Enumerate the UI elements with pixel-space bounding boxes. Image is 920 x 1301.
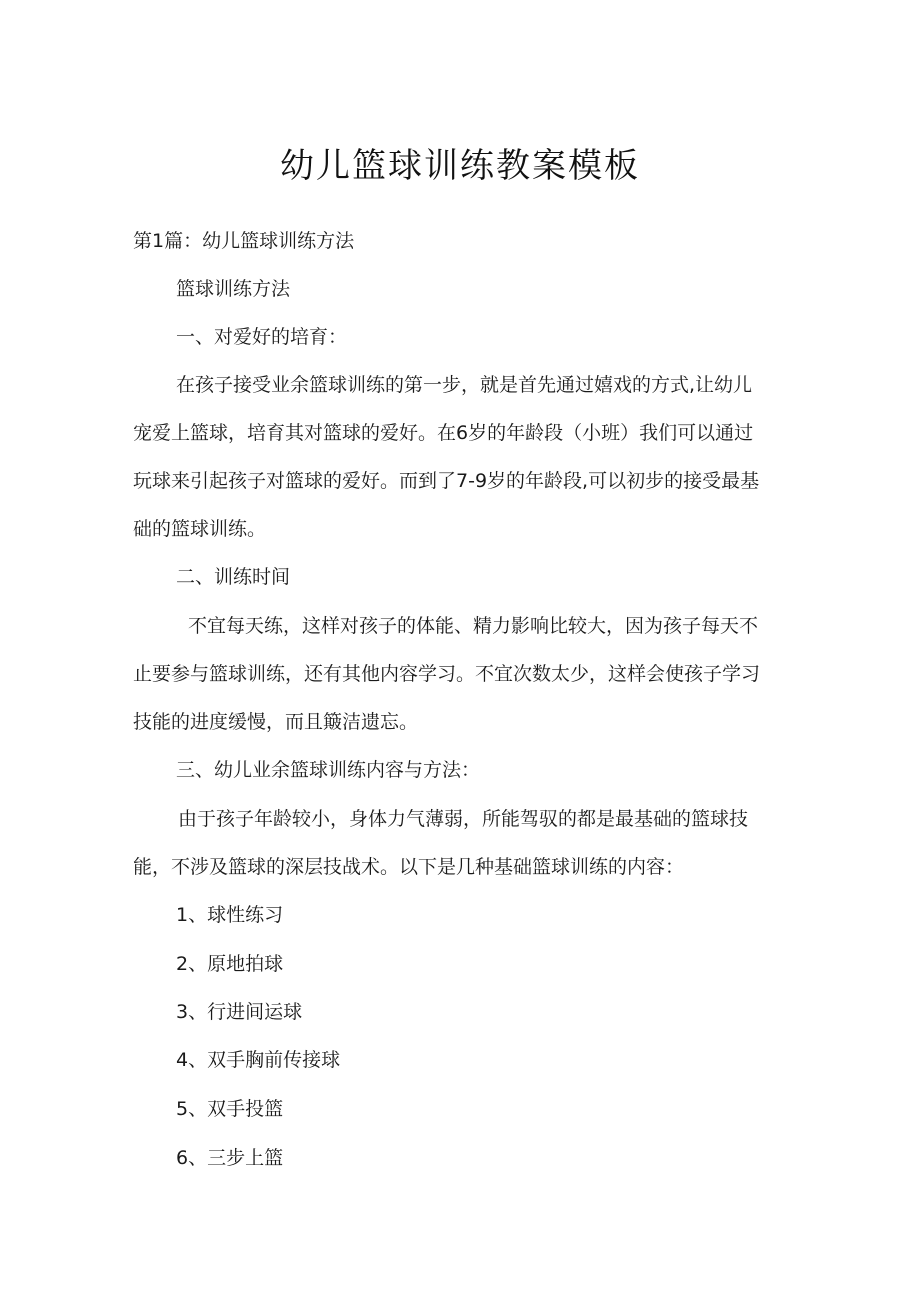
point1-paragraph [133, 361, 793, 553]
paragraph-line: 不宜每天练，这样对孩子的体能、精力影响比较大，因为孩子每天不 [188, 615, 759, 637]
point2-paragraph [133, 602, 793, 746]
list-item: 1、球性练习 [176, 904, 284, 926]
paragraph-line: 止要参与篮球训练，还有其他内容学习。不宜次数太少，这样会使孩子学习 [133, 663, 761, 685]
list-item: 5、双手投篮 [176, 1098, 284, 1120]
point1-heading: 一、对爱好的培育： [176, 326, 348, 348]
document-title: 幼儿篮球训练教案模板 [280, 146, 640, 186]
paragraph-line: 能，不涉及篮球的深层技战术。以下是几种基础篮球训练的内容： [133, 856, 685, 878]
list-item: 2、原地拍球 [176, 953, 284, 975]
list-item: 6、三步上篮 [176, 1147, 284, 1169]
list-item: 3、行进间运球 [176, 1001, 303, 1023]
paragraph-line: 础的篮球训练。 [133, 518, 267, 540]
point3-heading: 三、幼儿业余篮球训练内容与方法： [176, 759, 481, 781]
list-item: 4、双手胸前传接球 [176, 1049, 341, 1071]
subheading: 篮球训练方法 [176, 278, 291, 300]
paragraph-line: 技能的进度缓慢，而且簸洁遗忘。 [133, 711, 419, 733]
point2-heading: 二、训练时间 [176, 566, 291, 588]
paragraph-line: 由于孩子年龄较小，身体力气薄弱，所能驾驭的都是最基础的篮球技 [178, 808, 749, 830]
point3-paragraph [133, 795, 793, 891]
paragraph-line: 在孩子接受业余篮球训练的第一步，就是首先通过嬉戏的方式,让幼儿 [176, 374, 753, 396]
section-heading: 第1篇：幼儿篮球训练方法 [133, 230, 355, 252]
paragraph-line: 玩球来引起孩子对篮球的爱好。而到了7-9岁的年龄段,可以初步的接受最基 [133, 470, 760, 492]
paragraph-line: 宠爱上篮球，培育其对篮球的爱好。在6岁的年龄段（小班）我们可以通过 [133, 422, 754, 444]
